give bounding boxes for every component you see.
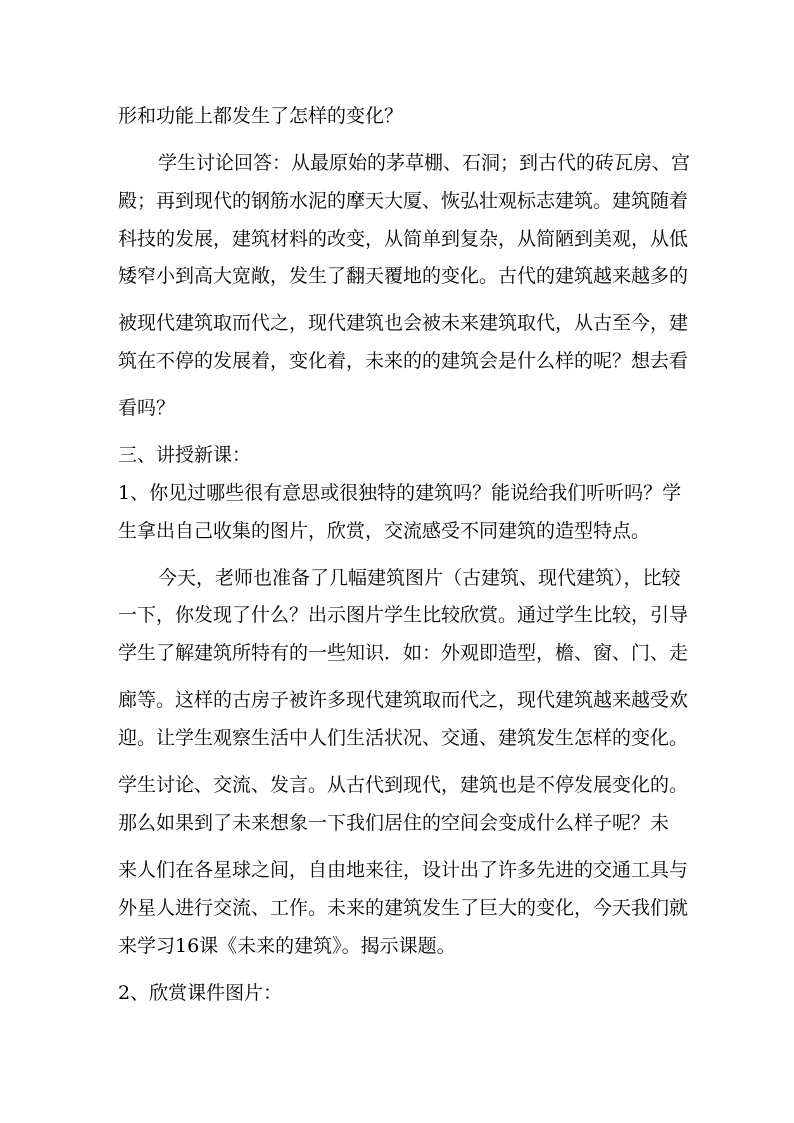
paragraph-line: 学生讨论、交流、发言。从古代到现代，建筑也是不停发展变化的。 xyxy=(118,774,689,796)
section-heading: 2、欣赏课件图片： xyxy=(118,982,283,1004)
paragraph-line: 学生讨论回答：从最原始的茅草棚、石洞；到古代的砖瓦房、宫 xyxy=(158,152,691,174)
paragraph-line: 今天，老师也准备了几幅建筑图片（古建筑、现代建筑），比较 xyxy=(158,567,681,589)
paragraph-line: 来人们在各星球之间，自由地来往，设计出了许多先进的交通工具与 xyxy=(118,859,689,881)
paragraph-line: 1、你见过哪些很有意思或很独特的建筑吗？能说给我们听听吗？学 xyxy=(118,482,682,504)
paragraph-line: 外星人进行交流、工作。未来的建筑发生了巨大的变化，今天我们就 xyxy=(118,897,689,919)
paragraph-line: 一下，你发现了什么？出示图片学生比较欣赏。通过学生比较，引导 xyxy=(118,604,689,626)
paragraph-line: 被现代建筑取而代之，现代建筑也会被未来建筑取代，从古至今，建 xyxy=(118,312,689,334)
section-heading: 三、讲授新课： xyxy=(118,444,252,466)
paragraph-line: 那么如果到了未来想象一下我们居住的空间会变成什么样子呢？未 xyxy=(118,812,670,834)
paragraph-line: 科技的发展，建筑材料的改变，从简单到复杂，从简陋到美观，从低 xyxy=(118,228,689,250)
paragraph-line: 矮窄小到高大宽敞，发生了翻天覆地的变化。古代的建筑越来越多的 xyxy=(118,265,689,287)
paragraph-line: 学生了解建筑所特有的一些知识．如：外观即造型，檐、窗、门、走 xyxy=(118,642,689,664)
paragraph-line: 筑在不停的发展着，变化着，未来的的建筑会是什么样的呢？想去看 xyxy=(118,350,689,372)
paragraph-line: 殿；再到现代的钢筋水泥的摩天大厦、恢弘壮观标志建筑。建筑随着 xyxy=(118,190,689,212)
paragraph-line: 廊等。这样的古房子被许多现代建筑取而代之，现代建筑越来越受欢 xyxy=(118,689,689,711)
paragraph-line: 形和功能上都发生了怎样的变化？ xyxy=(118,105,404,127)
paragraph-line: 来学习16课《未来的建筑》。揭示课题。 xyxy=(118,935,456,957)
paragraph-line: 生拿出自己收集的图片，欣赏，交流感受不同建筑的造型特点。 xyxy=(118,520,651,542)
paragraph-line: 迎。让学生观察生活中人们生活状况、交通、建筑发生怎样的变化。 xyxy=(118,727,689,749)
paragraph-line: 看吗？ xyxy=(118,397,176,419)
